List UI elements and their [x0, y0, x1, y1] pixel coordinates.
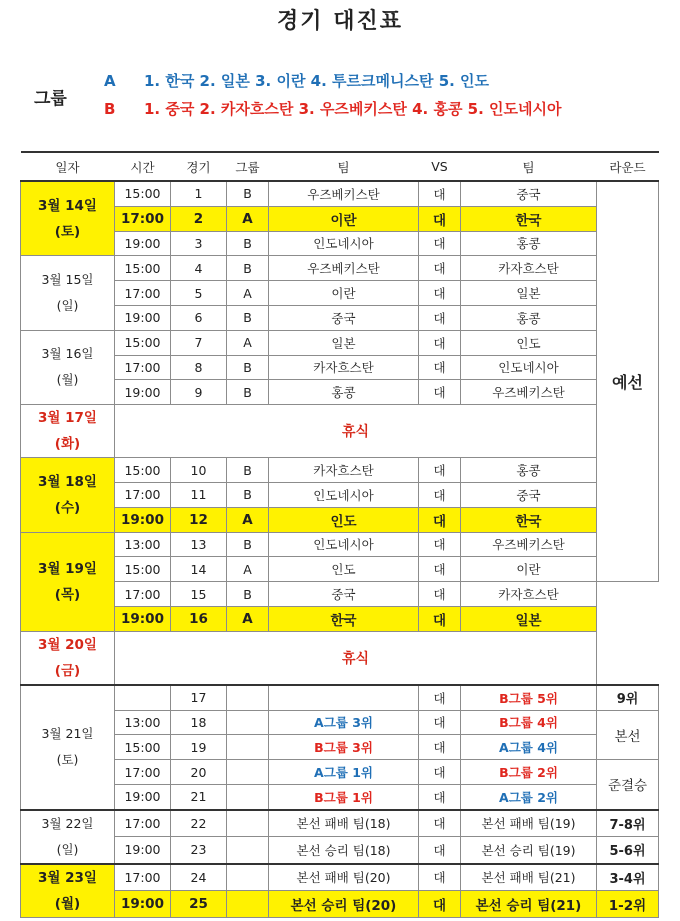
round-cell-3-4: 3-4위	[597, 864, 659, 891]
table-row	[21, 380, 659, 405]
game-cell: 5	[171, 281, 227, 306]
vs-cell: 대	[419, 710, 461, 735]
vs-cell: 대	[419, 181, 461, 206]
vs-cell: 대	[419, 837, 461, 864]
team2-cell: 한국	[461, 206, 597, 231]
table-row	[21, 405, 659, 458]
game-cell: 7	[171, 330, 227, 355]
group-cell: A	[227, 330, 269, 355]
team1-cell: 일본	[269, 330, 419, 355]
table-row	[21, 206, 659, 231]
team1-cell: B그룹 1위	[269, 784, 419, 809]
team1-cell: 본선 승리 팀(18)	[269, 837, 419, 864]
time-cell	[115, 685, 171, 710]
team2-cell: 인도	[461, 330, 597, 355]
time-cell: 19:00	[115, 231, 171, 256]
round-cell-semi: 준결승	[597, 760, 659, 810]
group-cell: B	[227, 532, 269, 557]
team2-cell: 카자흐스탄	[461, 256, 597, 281]
time-cell: 15:00	[115, 557, 171, 582]
time-cell: 17:00	[115, 206, 171, 231]
table-row	[21, 837, 659, 864]
date-cell: 3월 20일 (금)	[21, 631, 115, 685]
header-vs: VS	[419, 152, 461, 181]
team1-cell: 우즈베키스탄	[269, 256, 419, 281]
game-cell: 4	[171, 256, 227, 281]
group-cell	[227, 710, 269, 735]
game-cell: 23	[171, 837, 227, 864]
team1-cell: 인도	[269, 557, 419, 582]
team1-cell: 본선 승리 팀(20)	[269, 891, 419, 917]
time-cell: 15:00	[115, 458, 171, 483]
date-cell: 3월 14일 (토)	[21, 181, 115, 256]
schedule-table	[20, 151, 659, 918]
team2-cell: 카자흐스탄	[461, 582, 597, 607]
team2-cell: 홍콩	[461, 305, 597, 330]
vs-cell: 대	[419, 231, 461, 256]
table-row	[21, 231, 659, 256]
vs-cell: 대	[419, 281, 461, 306]
time-cell: 17:00	[115, 810, 171, 837]
game-cell: 17	[171, 685, 227, 710]
round-cell-main: 본선	[597, 710, 659, 760]
group-cell: B	[227, 181, 269, 206]
team1-cell: 우즈베키스탄	[269, 181, 419, 206]
team2-cell: 본선 패배 팀(21)	[461, 864, 597, 891]
group-cell: A	[227, 206, 269, 231]
group-b-letter: B	[104, 100, 116, 118]
game-cell: 16	[171, 606, 227, 631]
time-cell: 17:00	[115, 281, 171, 306]
round-cell-5-6: 5-6위	[597, 837, 659, 864]
game-cell: 25	[171, 891, 227, 917]
group-a-line	[104, 70, 489, 91]
team2-cell: 인도네시아	[461, 355, 597, 380]
table-row	[21, 710, 659, 735]
vs-cell: 대	[419, 507, 461, 532]
vs-cell: 대	[419, 206, 461, 231]
header-time: 시간	[115, 152, 171, 181]
game-cell: 21	[171, 784, 227, 809]
game-cell: 15	[171, 582, 227, 607]
table-row	[21, 735, 659, 760]
team2-cell: 일본	[461, 606, 597, 631]
team2-cell: 이란	[461, 557, 597, 582]
time-cell: 17:00	[115, 482, 171, 507]
vs-cell: 대	[419, 685, 461, 710]
time-cell: 15:00	[115, 330, 171, 355]
vs-cell: 대	[419, 557, 461, 582]
time-cell: 19:00	[115, 305, 171, 330]
group-a-letter: A	[104, 72, 116, 90]
table-row	[21, 864, 659, 891]
time-cell: 19:00	[115, 784, 171, 809]
table-row	[21, 557, 659, 582]
team2-cell: 중국	[461, 482, 597, 507]
table-row	[21, 685, 659, 710]
team2-cell: 한국	[461, 507, 597, 532]
group-cell	[227, 837, 269, 864]
team1-cell: 인도네시아	[269, 532, 419, 557]
table-row	[21, 355, 659, 380]
game-cell: 22	[171, 810, 227, 837]
game-cell: 1	[171, 181, 227, 206]
team2-cell: 본선 승리 팀(19)	[461, 837, 597, 864]
round-cell-1-2: 1-2위	[597, 891, 659, 917]
team1-cell: A그룹 3위	[269, 710, 419, 735]
group-cell: A	[227, 557, 269, 582]
date-cell: 3월 16일 (월)	[21, 330, 115, 404]
team2-cell: A그룹 2위	[461, 784, 597, 809]
team2-cell: 홍콩	[461, 458, 597, 483]
game-cell: 18	[171, 710, 227, 735]
game-cell: 8	[171, 355, 227, 380]
team2-cell: A그룹 4위	[461, 735, 597, 760]
game-cell: 10	[171, 458, 227, 483]
vs-cell: 대	[419, 606, 461, 631]
game-cell: 14	[171, 557, 227, 582]
table-row	[21, 507, 659, 532]
team1-cell: 카자흐스탄	[269, 458, 419, 483]
date-cell: 3월 15일 (일)	[21, 256, 115, 330]
game-cell: 12	[171, 507, 227, 532]
table-row	[21, 631, 659, 685]
team2-cell: 본선 패배 팀(19)	[461, 810, 597, 837]
table-row	[21, 891, 659, 917]
game-cell: 9	[171, 380, 227, 405]
vs-cell: 대	[419, 458, 461, 483]
time-cell: 17:00	[115, 355, 171, 380]
team2-cell: B그룹 5위	[461, 685, 597, 710]
team1-cell: 이란	[269, 206, 419, 231]
group-cell: B	[227, 582, 269, 607]
game-cell: 20	[171, 760, 227, 785]
group-cell: B	[227, 256, 269, 281]
rest-cell: 휴식	[115, 405, 597, 458]
team1-cell: 인도네시아	[269, 482, 419, 507]
group-b-teams: 1. 중국 2. 카자흐스탄 3. 우즈베키스탄 4. 홍콩 5. 인도네시아	[144, 100, 562, 118]
team1-cell: 중국	[269, 305, 419, 330]
group-cell	[227, 685, 269, 710]
group-cell	[227, 810, 269, 837]
vs-cell: 대	[419, 760, 461, 785]
time-cell: 19:00	[115, 507, 171, 532]
group-cell	[227, 891, 269, 917]
table-row	[21, 482, 659, 507]
header-round: 라운드	[597, 152, 659, 181]
table-row	[21, 281, 659, 306]
team1-cell: B그룹 3위	[269, 735, 419, 760]
team1-cell: 카자흐스탄	[269, 355, 419, 380]
vs-cell: 대	[419, 330, 461, 355]
table-row	[21, 810, 659, 837]
vs-cell: 대	[419, 532, 461, 557]
team1-cell: 홍콩	[269, 380, 419, 405]
time-cell: 15:00	[115, 181, 171, 206]
game-cell: 13	[171, 532, 227, 557]
time-cell: 15:00	[115, 735, 171, 760]
team2-cell: 우즈베키스탄	[461, 380, 597, 405]
time-cell: 17:00	[115, 582, 171, 607]
team1-cell: 이란	[269, 281, 419, 306]
vs-cell: 대	[419, 355, 461, 380]
vs-cell: 대	[419, 582, 461, 607]
group-cell	[227, 784, 269, 809]
team2-cell: 홍콩	[461, 231, 597, 256]
time-cell: 19:00	[115, 380, 171, 405]
table-row	[21, 582, 659, 607]
table-row	[21, 458, 659, 483]
team2-cell: 우즈베키스탄	[461, 532, 597, 557]
group-cell: B	[227, 482, 269, 507]
group-cell: B	[227, 231, 269, 256]
group-cell	[227, 735, 269, 760]
table-row	[21, 784, 659, 809]
vs-cell: 대	[419, 256, 461, 281]
page-title: 경기 대진표	[277, 9, 403, 34]
table-row	[21, 606, 659, 631]
time-cell: 19:00	[115, 837, 171, 864]
group-cell: B	[227, 355, 269, 380]
team1-cell: 본선 패배 팀(18)	[269, 810, 419, 837]
team1-cell: 인도네시아	[269, 231, 419, 256]
group-cell	[227, 760, 269, 785]
group-label: 그룹	[34, 89, 67, 109]
group-cell: A	[227, 507, 269, 532]
table-row	[21, 181, 659, 206]
date-cell: 3월 22일 (일)	[21, 810, 115, 864]
rest-cell: 휴식	[115, 631, 597, 685]
vs-cell: 대	[419, 380, 461, 405]
header-team2: 팀	[461, 152, 597, 181]
group-cell: A	[227, 606, 269, 631]
header-team1: 팀	[269, 152, 419, 181]
date-cell: 3월 18일 (수)	[21, 458, 115, 532]
group-cell: B	[227, 305, 269, 330]
vs-cell: 대	[419, 735, 461, 760]
group-b-line	[104, 98, 561, 119]
date-cell: 3월 21일 (토)	[21, 685, 115, 810]
team1-cell: 중국	[269, 582, 419, 607]
group-a-teams: 1. 한국 2. 일본 3. 이란 4. 투르크메니스탄 5. 인도	[144, 72, 490, 90]
team1-cell: 본선 패배 팀(20)	[269, 864, 419, 891]
date-cell: 3월 23일 (월)	[21, 864, 115, 918]
team1-cell: 인도	[269, 507, 419, 532]
vs-cell: 대	[419, 891, 461, 917]
game-cell: 24	[171, 864, 227, 891]
table-header-row	[21, 152, 659, 181]
round-cell-7-8: 7-8위	[597, 810, 659, 837]
time-cell: 17:00	[115, 864, 171, 891]
game-cell: 19	[171, 735, 227, 760]
team2-cell: B그룹 2위	[461, 760, 597, 785]
header-date: 일자	[21, 152, 115, 181]
table-row	[21, 532, 659, 557]
vs-cell: 대	[419, 482, 461, 507]
header-group: 그룹	[227, 152, 269, 181]
group-cell: B	[227, 380, 269, 405]
game-cell: 11	[171, 482, 227, 507]
round-cell-9th: 9위	[597, 685, 659, 710]
game-cell: 2	[171, 206, 227, 231]
vs-cell: 대	[419, 810, 461, 837]
time-cell: 13:00	[115, 710, 171, 735]
header-game: 경기	[171, 152, 227, 181]
team2-cell: B그룹 4위	[461, 710, 597, 735]
time-cell: 19:00	[115, 891, 171, 917]
table-row	[21, 760, 659, 785]
table-row	[21, 256, 659, 281]
team2-cell: 본선 승리 팀(21)	[461, 891, 597, 917]
game-cell: 6	[171, 305, 227, 330]
team1-cell	[269, 685, 419, 710]
table-row	[21, 330, 659, 355]
group-cell: A	[227, 281, 269, 306]
group-cell: B	[227, 458, 269, 483]
round-cell-prelim: 예선	[597, 181, 659, 582]
vs-cell: 대	[419, 784, 461, 809]
time-cell: 13:00	[115, 532, 171, 557]
team2-cell: 일본	[461, 281, 597, 306]
table-row	[21, 305, 659, 330]
time-cell: 15:00	[115, 256, 171, 281]
time-cell: 19:00	[115, 606, 171, 631]
group-cell	[227, 864, 269, 891]
team1-cell: 한국	[269, 606, 419, 631]
vs-cell: 대	[419, 864, 461, 891]
date-cell: 3월 17일 (화)	[21, 405, 115, 458]
game-cell: 3	[171, 231, 227, 256]
team1-cell: A그룹 1위	[269, 760, 419, 785]
team2-cell: 중국	[461, 181, 597, 206]
vs-cell: 대	[419, 305, 461, 330]
time-cell: 17:00	[115, 760, 171, 785]
date-cell: 3월 19일 (목)	[21, 532, 115, 631]
